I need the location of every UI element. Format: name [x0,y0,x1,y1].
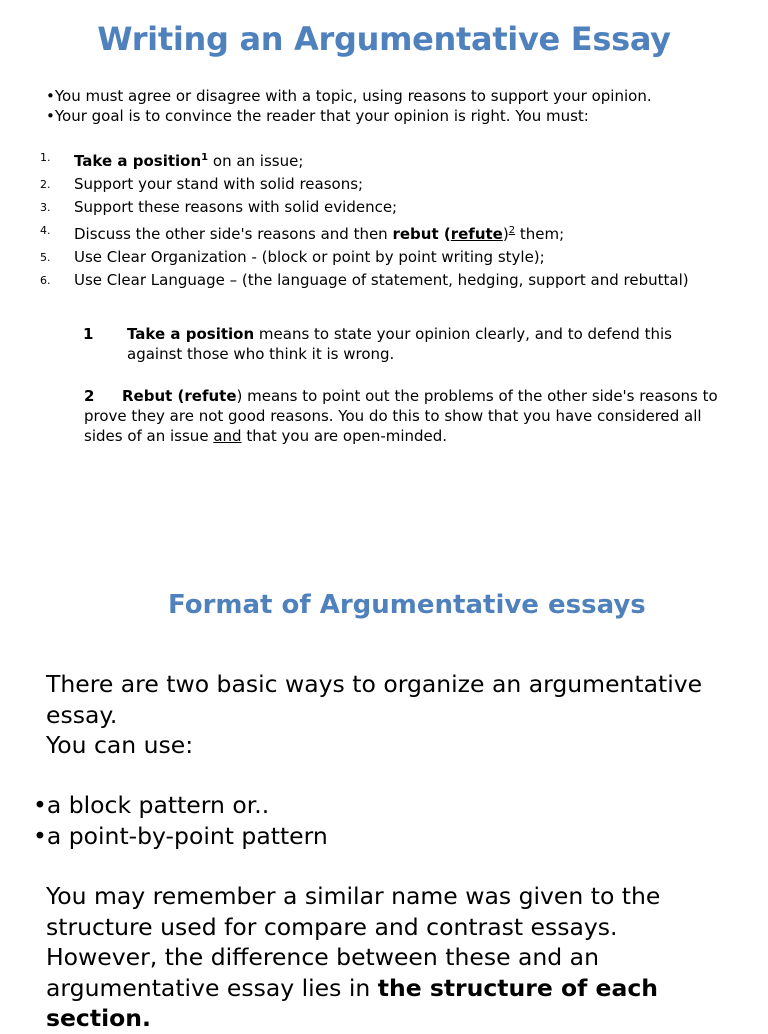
item-text: Use Clear Organization - (block or point by point writing style); [74,248,545,266]
item-text: Take a position$^1$ on an issue; [74,152,304,170]
list-item [40,196,689,219]
item-number: 6. [40,274,51,287]
footnote-number: 1 [83,325,94,343]
intro-bullets [46,86,652,126]
format-intro [46,669,736,761]
intro-bullet: •You must agree or disagree with a topic, using reasons to support your opinion. [46,87,652,105]
item-text: Use Clear Language – (the language of statement, hedging, support and rebuttal) [74,271,689,289]
intro-bullet: •Your goal is to convince the reader that your opinion is right. You must: [46,107,589,125]
item-number: 1. [40,151,51,164]
item-text: Support your stand with solid reasons; [74,175,364,193]
format-paragraph: You may remember a similar name was given to the structure used for compare and contrast essays. However, the difference between these and an argumentative essay lies in the structure of each section. [46,882,661,1032]
list-item [40,269,689,292]
paragraph: There are two basic ways to organize an argumentative essay. [46,670,703,729]
item-number: 2. [40,178,51,191]
format-options [33,790,723,851]
list-item [40,246,689,269]
list-item [40,219,689,246]
item-number: 5. [40,251,51,264]
steps-list [40,146,689,292]
footnote-1: 1 Take a position means to state your opinion clearly, and to defend this against those who think it is wrong. [83,325,672,363]
paragraph: You can use: [46,731,194,759]
item-number: 4. [40,224,51,237]
list-item: •a block pattern or.. [33,791,270,819]
item-number: 3. [40,201,51,214]
page-title: Writing an Argumentative Essay [97,20,671,58]
footnote-number: 2 [84,387,95,405]
section-title: Format of Argumentative essays [168,590,646,620]
list-item [40,146,689,173]
list-item: •a point-by-point pattern [33,821,328,850]
item-text: Discuss the other side's reasons and then rebut (refute)$^2$ them; [74,225,565,243]
item-text: Support these reasons with solid evidence; [74,198,398,216]
footnote-2: 2 Rebut (refute) means to point out the problems of the other side's reasons to prove they are not good reasons. You do this to show that you have considered all sides of an issue and that you are open-minded. [84,387,718,445]
list-item [40,173,689,196]
